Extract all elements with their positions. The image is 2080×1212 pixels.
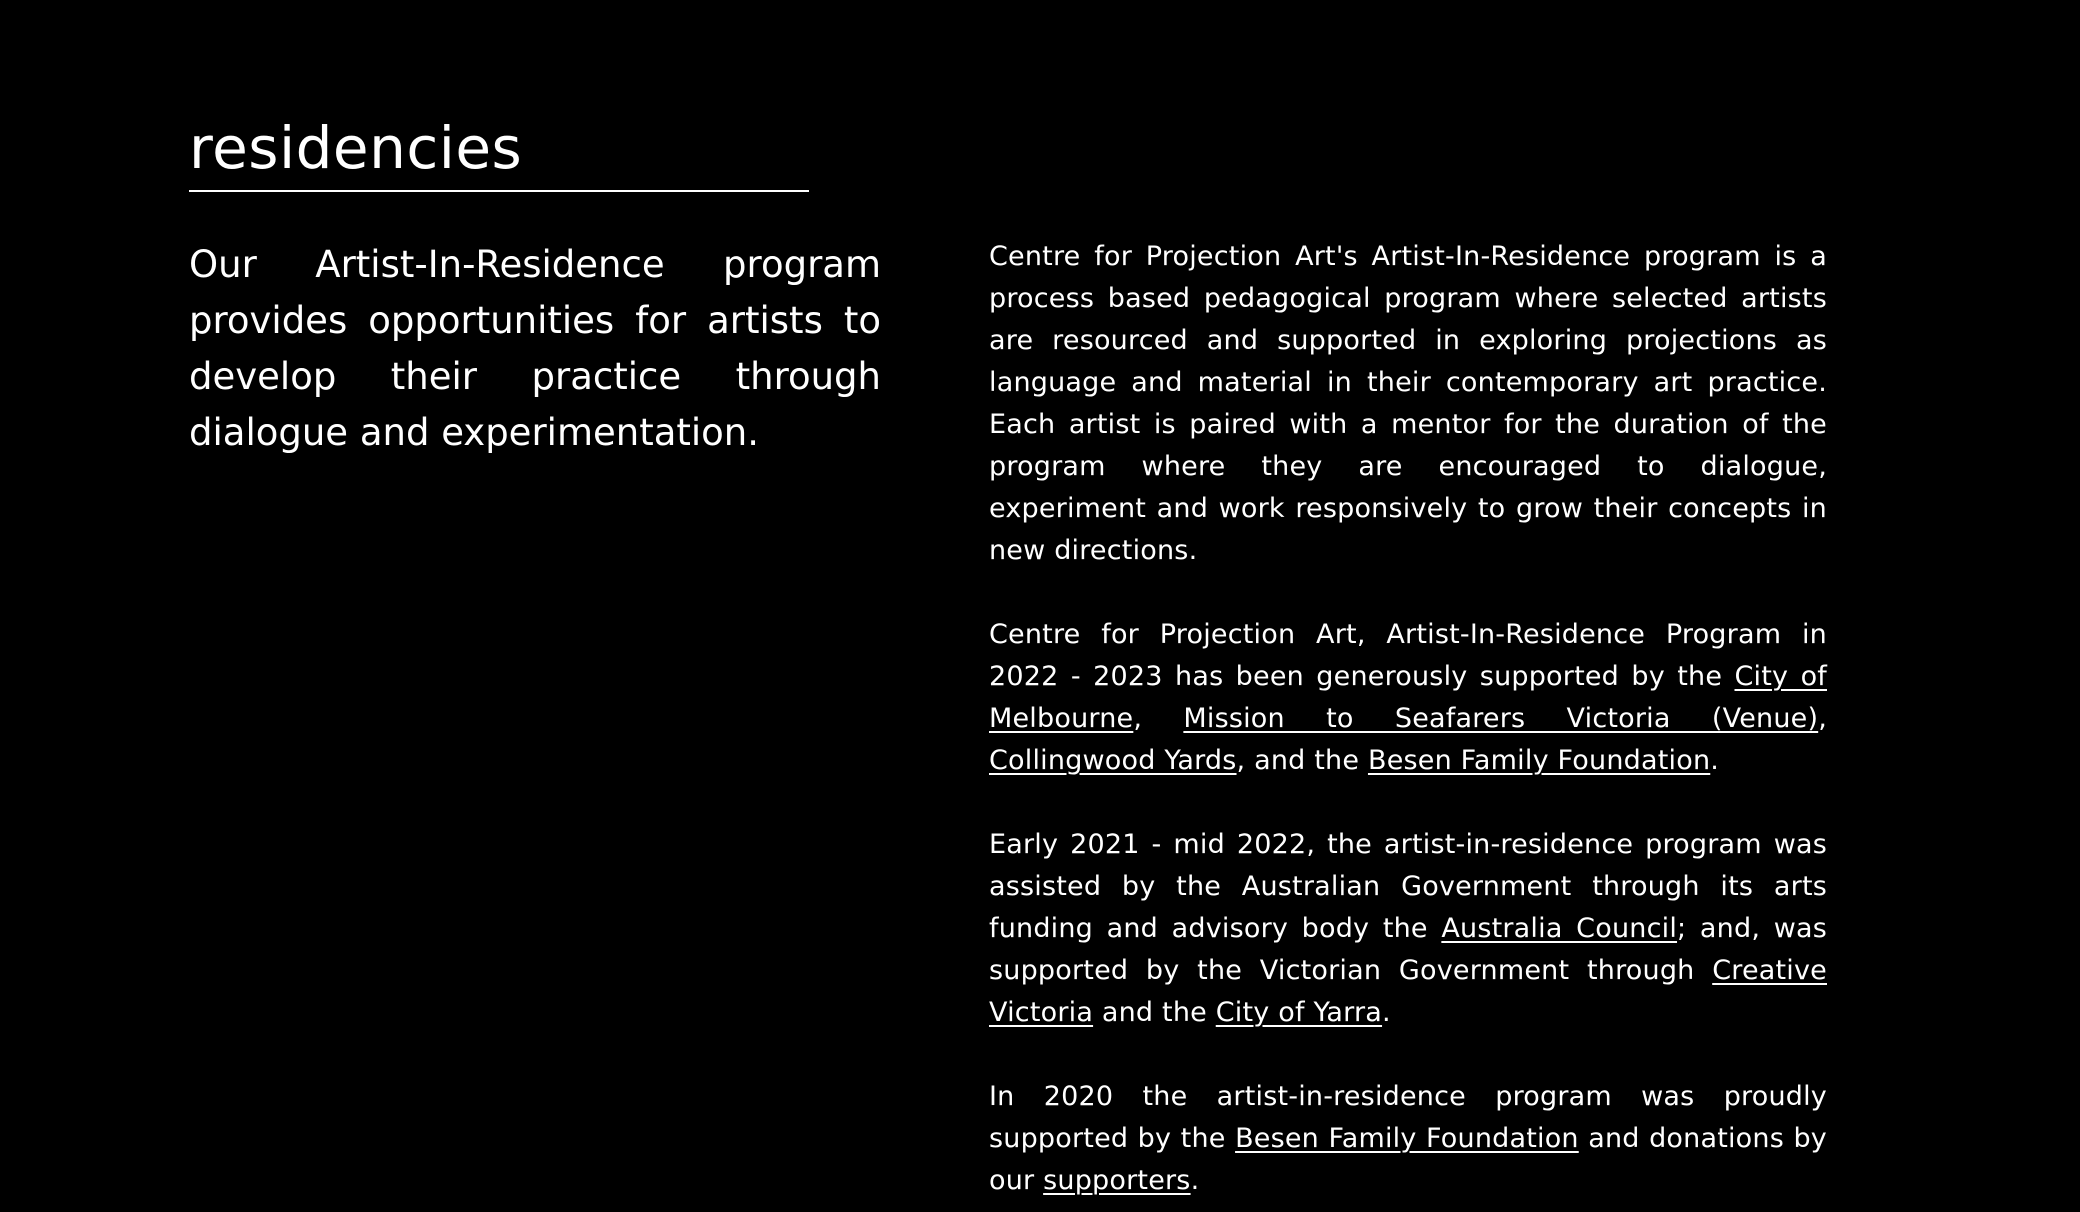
- text-segment: ,: [1818, 703, 1827, 734]
- text-segment: In 2020 the artist-in-residence program was proudly supported by the: [989, 1081, 1827, 1154]
- link-city-of-yarra[interactable]: City of Yarra: [1215, 997, 1383, 1028]
- text-segment: Early 2021 - mid 2022, the artist-in-residence program was assisted by the Australian Government through its arts funding and advisory body the: [989, 829, 1827, 944]
- text-segment: .: [1710, 745, 1720, 776]
- text-segment: .: [1382, 997, 1391, 1028]
- link-australia-council[interactable]: Australia Council: [1441, 913, 1678, 944]
- text-segment: .: [1190, 1165, 1200, 1196]
- paragraph-supporters-2022-2023: [989, 614, 1827, 782]
- text-segment: and donations by our: [989, 1123, 1827, 1196]
- text-segment: , and the: [1236, 745, 1368, 776]
- link-collingwood-yards[interactable]: Collingwood Yards: [989, 745, 1237, 776]
- body-column: [989, 236, 1827, 1212]
- link-city-of-melbourne[interactable]: City of Melbourne: [989, 661, 1827, 734]
- paragraph-supporters-2021-2022: [989, 824, 1827, 1034]
- link-besen-family-foundation[interactable]: Besen Family Foundation: [1367, 745, 1711, 776]
- link-creative-victoria[interactable]: Creative Victoria: [989, 955, 1827, 1028]
- paragraph-supporters-2020: [989, 1076, 1827, 1202]
- page-title: residencies: [189, 114, 523, 182]
- intro-text: Our Artist-In-Residence program provides opportunities for artists to develop their practice through dialogue and experimentation.: [189, 243, 881, 454]
- page-title-wrapper: [189, 112, 809, 192]
- link-besen-family-foundation-2020[interactable]: Besen Family Foundation: [1235, 1123, 1579, 1154]
- link-mission-to-seafarers[interactable]: Mission to Seafarers Victoria (Venue): [1183, 703, 1819, 734]
- text-segment: Centre for Projection Art, Artist-In-Residence Program in 2022 - 2023 has been generously supported by the: [989, 619, 1827, 692]
- text-segment: ; and, was supported by the Victorian Government through: [989, 913, 1828, 986]
- text-segment: ,: [1133, 703, 1184, 734]
- link-supporters[interactable]: supporters: [1043, 1165, 1191, 1196]
- text-segment: and the: [1093, 997, 1216, 1028]
- paragraph-program-description: Centre for Projection Art's Artist-In-Residence program is a process based pedagogical program where selected artists are resourced and supported in exploring projections as language and material in their contemporary art practice. Each artist is paired with a mentor for the duration of the program where they are encouraged to dialogue, experiment and work responsively to grow their concepts in new directions.: [989, 241, 1827, 566]
